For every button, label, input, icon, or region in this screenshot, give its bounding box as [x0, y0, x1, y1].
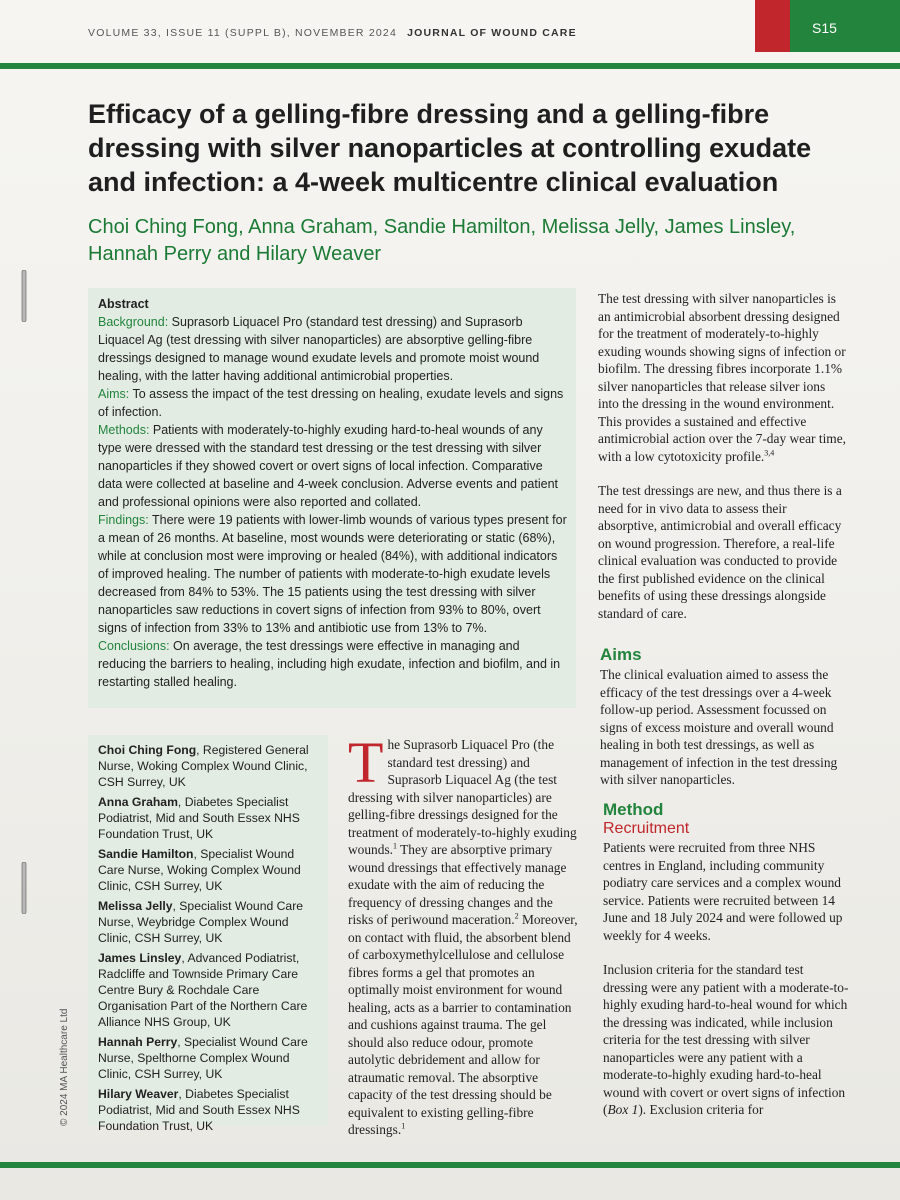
red-tab [755, 0, 793, 52]
affiliation-name: Choi Ching Fong [98, 743, 197, 757]
running-header-text [88, 27, 577, 39]
article-title: Efficacy of a gelling-fibre dressing and a gelling-fibre dressing with silver nanoparticles at controlling exudate and infection: a 4-week multicentre clinical evaluation [88, 99, 812, 197]
staple-icon [18, 270, 30, 322]
aims-label: Aims: [98, 387, 130, 401]
silver-paragraph-text: The test dressing with silver nanoparticles is an antimicrobial absorbent dressing designed for the treatment of moderately-to-highly exuding wounds showing signs of infection or biofilm. The dressing fibres incorporate 1.1% silver nanoparticles that release silver ions into the dressing in the wound environment. This provides a sustained and effective antimicrobial action over the 7-day wear time, with a low cytotoxicity profile. [598, 291, 847, 464]
affiliation-entry [98, 898, 320, 946]
citation-ref: 3,4 [764, 448, 775, 458]
citation-ref: 2 [514, 911, 519, 921]
recruitment-column [603, 839, 851, 1136]
methods-text: Patients with moderately-to-highly exuding hard-to-heal wounds of any type were dressed with the standard test dressing or the test dressing with silver nanoparticles if they showed covert or overt signs of local infection. Comparative data were collected at baseline and 4-week conclusion. Adverse events and patient and professional opinions were also reported and collated. [98, 423, 559, 509]
method-heading: Method [603, 800, 664, 819]
affiliation-entry [98, 846, 320, 894]
affiliation-entry [98, 742, 320, 790]
copyright-notice: © 2024 MA Healthcare Ltd [59, 1008, 70, 1126]
recruitment-subheading: Recruitment [603, 820, 690, 837]
intro-text-1: he Suprasorb Liquacel Pro (the standard test dressing) and Suprasorb Liquacel Ag (the test dressing with silver nanoparticles) are gelling-fibre dressings designed for the treatment of moderately-to-highly exuding wounds. [348, 737, 577, 857]
inclusion-text-2: ). Exclusion criteria for [638, 1102, 764, 1117]
abstract-conclusions [98, 637, 568, 691]
journal-name: JOURNAL OF WOUND CARE [407, 27, 577, 39]
findings-label: Findings: [98, 513, 149, 527]
page-number-box [790, 0, 900, 52]
affiliation-role: , Diabetes Specialist Podiatrist, Mid and South Essex NHS Foundation Trust, UK [98, 795, 300, 841]
affiliation-name: Hannah Perry [98, 1035, 178, 1049]
inclusion-paragraph [603, 961, 851, 1119]
page-number: S15 [812, 20, 837, 36]
methods-label: Methods: [98, 423, 150, 437]
rationale-paragraph: The test dressings are new, and thus there is a need for in vivo data to assess their absorptive, antimicrobial and overall efficacy on wound progression. Therefore, a real-life clinical evaluation was conducted to provide the first published evidence on the clinical benefits of using these dressings alongside standard of care. [598, 483, 842, 621]
citation-ref: 1 [401, 1121, 406, 1131]
right-column-top [598, 290, 848, 639]
citation-ref: 1 [393, 841, 398, 851]
background-text: Suprasorb Liquacel Pro (standard test dressing) and Suprasorb Liquacel Ag (test dressing with silver nanoparticles) are absorptive gelling-fibre dressings designed to manage wound exudate levels and promote moist wound healing, with the latter having additional antimicrobial properties. [98, 315, 540, 383]
affiliation-entry [98, 950, 320, 1030]
findings-text: There were 19 patients with lower-limb wounds of various types present for a mean of 26 months. At baseline, most wounds were deteriorating or static (68%), while at conclusion most were improving or healed (84%), with additional indicators of improved healing. The number of patients with moderate-to-high exudate levels decreased from 84% to 53%. The 15 patients using the test dressing with silver nanoparticles saw reductions in covert signs of infection from 93% to 80%, overt signs of infection from 33% to 13% and antibiotic use from 13% to 7%. [98, 513, 567, 635]
conclusions-text: On average, the test dressings were effective in managing and reducing the barriers to healing, including high exudate, infection and biofilm, and in restarting stalled healing. [98, 639, 561, 689]
affiliation-entry [98, 1086, 320, 1134]
affiliation-entry [98, 1034, 320, 1082]
affiliation-name: Hilary Weaver [98, 1087, 179, 1101]
affiliation-name: Sandie Hamilton [98, 847, 194, 861]
silver-paragraph [598, 290, 848, 465]
issue-info: VOLUME 33, ISSUE 11 (SUPPL B), NOVEMBER 2024 [88, 27, 397, 39]
drop-cap: T [348, 730, 384, 795]
affiliation-role: , Advanced Podiatrist, Radcliffe and Townside Primary Care Centre Bury & Rochdale Care Organisation Part of the Northern Care Alliance NHS Group, UK [98, 951, 308, 1029]
abstract-background [98, 313, 568, 385]
affiliation-name: Anna Graham [98, 795, 178, 809]
affiliation-role: , Specialist Wound Care Nurse, Woking Complex Wound Clinic, CSH Surrey, UK [98, 847, 301, 893]
abstract-heading: Abstract [98, 297, 149, 311]
intro-column [348, 730, 580, 1139]
top-green-rule [0, 63, 900, 69]
box-reference: Box 1 [607, 1102, 639, 1117]
conclusions-label: Conclusions: [98, 639, 170, 653]
affiliation-role: , Diabetes Specialist Podiatrist, Mid and South Essex NHS Foundation Trust, UK [98, 1087, 300, 1133]
author-affiliations [88, 735, 328, 1133]
background-label: Background: [98, 315, 169, 329]
affiliation-role: , Specialist Wound Care Nurse, Weybridge Complex Wound Clinic, CSH Surrey, UK [98, 899, 304, 945]
inclusion-text-1: Inclusion criteria for the standard test dressing were any patient with a moderate-to-highly exuding hard-to-heal wound for which the dressing was indicated, while inclusion criteria for the test dressing with silver nanoparticles were any patient with a moderate-to-highly exuding hard-to-heal wound with covert or overt signs of infection ( [603, 962, 849, 1117]
aims-text: To assess the impact of the test dressing on healing, exudate levels and signs of infection. [98, 387, 564, 419]
affiliation-role: , Specialist Wound Care Nurse, Spelthorne Complex Wound Clinic, CSH Surrey, UK [98, 1035, 308, 1081]
bottom-green-rule [0, 1162, 900, 1168]
affiliation-entry [98, 794, 320, 842]
aims-paragraph: The clinical evaluation aimed to assess the efficacy of the test dressings over a 4-week follow-up period. Assessment focussed on signs of excess moisture and overall wound healing in both test dressings, as well as management of infection in the test dressing with silver nanoparticles. [600, 667, 838, 787]
staple-icon [18, 862, 30, 914]
aims-heading: Aims [600, 645, 642, 664]
recruitment-paragraph: Patients were recruited from three NHS centres in England, including community podiatry care services and a complex wound service. Patients were recruited between 14 June and 18 July 2024 and were followed up weekly for 4 weeks. [603, 840, 843, 943]
author-list: Choi Ching Fong, Anna Graham, Sandie Hamilton, Melissa Jelly, James Linsley, Hannah Perry and Hilary Weaver [88, 216, 796, 265]
abstract-methods [98, 421, 568, 511]
intro-text-2: They are absorptive primary wound dressings that effectively manage exudate with the aim of reducing the frequency of dressing changes and the risks of periwound maceration. [348, 842, 567, 927]
abstract-box [88, 288, 576, 708]
abstract-aims [98, 385, 568, 421]
abstract-findings [98, 511, 568, 637]
intro-text-3: Moreover, on contact with fluid, the absorbent blend of carboxymethylcellulose and cellulose fibres forms a gel that promotes an optimally moist environment for wound healing, acts as a barrier to contamination and cushions against trauma. The gel should also reduce odour, promote autolytic debridement and allow for atraumatic removal. The absorptive capacity of the test dressing should be equivalent to existing gelling-fibre dressings. [348, 912, 578, 1137]
affiliation-name: Melissa Jelly [98, 899, 173, 913]
affiliation-name: James Linsley [98, 951, 182, 965]
affiliation-role: , Registered General Nurse, Woking Complex Wound Clinic, CSH Surrey, UK [98, 743, 309, 789]
